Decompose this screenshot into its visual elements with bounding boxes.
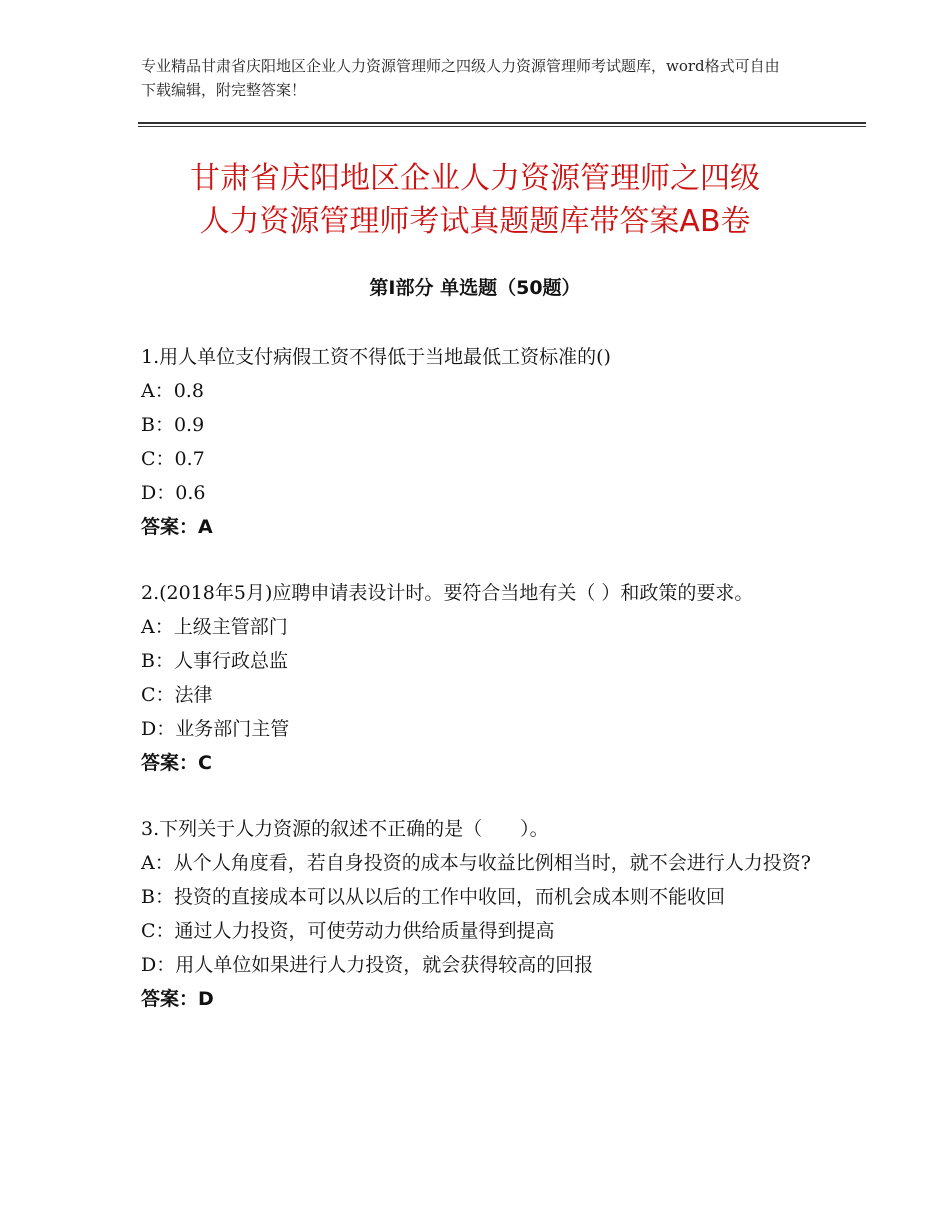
- answer-line: 答案：D: [141, 988, 214, 1010]
- header-divider-thick: [138, 122, 866, 124]
- answer-line: 答案：C: [141, 752, 212, 774]
- section-heading: 第Ⅰ部分 单选题（50题）: [369, 277, 581, 299]
- option-c: C：法律: [141, 684, 213, 706]
- question-stem: 2.(2018年5月)应聘申请表设计时。要符合当地有关（ ）和政策的要求。: [141, 582, 754, 604]
- document-title: [100, 157, 850, 243]
- option-d: D：业务部门主管: [141, 718, 290, 740]
- option-a: A：从个人角度看，若自身投资的成本与收益比例相当时，就不会进行人力投资?: [141, 852, 811, 874]
- option-d: D：用人单位如果进行人力投资，就会获得较高的回报: [141, 954, 594, 976]
- option-b: B：投资的直接成本可以从以后的工作中收回，而机会成本则不能收回: [141, 886, 725, 908]
- option-b: B：0.9: [141, 414, 205, 436]
- question-item: [141, 812, 821, 1016]
- question-stem: 1.用人单位支付病假工资不得低于当地最低工资标准的(): [141, 346, 611, 368]
- document-header-note: 专业精品甘肃省庆阳地区企业人力资源管理师之四级人力资源管理师考试题库，word格式可自由下载编辑，附完整答案！: [141, 57, 780, 99]
- option-a: A：上级主管部门: [141, 616, 288, 638]
- header-divider-thin: [138, 126, 866, 127]
- option-d: D：0.6: [141, 482, 206, 504]
- question-list: [141, 340, 821, 1048]
- option-a: A：0.8: [141, 380, 204, 402]
- option-c: C：通过人力投资，可使劳动力供给质量得到提高: [141, 920, 555, 942]
- question-stem: 3.下列关于人力资源的叙述不正确的是（ ）。: [141, 818, 549, 840]
- option-b: B：人事行政总监: [141, 650, 288, 672]
- question-item: [141, 576, 821, 780]
- answer-line: 答案：A: [141, 516, 213, 538]
- question-item: [141, 340, 821, 544]
- option-c: C：0.7: [141, 448, 205, 470]
- document-title-line-1: 甘肃省庆阳地区企业人力资源管理师之四级: [190, 161, 760, 196]
- document-title-line-2: 人力资源管理师考试真题题库带答案AB卷: [199, 204, 751, 239]
